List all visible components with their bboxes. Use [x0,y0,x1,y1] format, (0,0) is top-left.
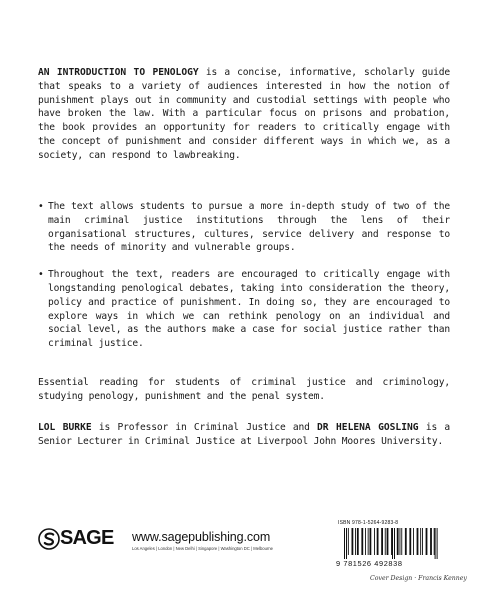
isbn-label: ISBN 978-1-5264-9283-8 [338,520,399,526]
bullet-marker: • [38,269,44,281]
barcode-number: 9 781526 492838 [336,559,403,568]
author-bio [38,421,450,449]
sage-s-logo-icon [38,528,60,550]
barcode-icon [342,528,450,559]
author-text: is a Senior Lecturer in Criminal Justice at Liverpool John Moores University. [38,422,450,447]
bullet-list [38,200,450,364]
cover-design-credit: Cover Design · Francis Kenney [370,575,467,582]
publisher-cities: Los Angeles | London | New Delhi | Singapore | Washington DC | Melbourne [132,546,273,551]
bullet-marker: • [38,201,44,212]
bullet-text: The text allows students to pursue a more in-depth study of two of the main criminal justice institutions through the lens of their organisational structures, cultures, service delivery and response to the needs of minority and vulnerable groups. [48,201,450,254]
bullet-item [38,268,450,351]
publisher-logo [38,526,273,556]
publisher-name: SAGE [60,527,114,549]
bullet-item [38,200,450,255]
intro-paragraph [38,66,450,163]
bullet-text: Throughout the text, readers are encouraged to critically engage with longstanding penological debates, taking into consideration the theory, policy and practice of punishment. In doing so, they are encouraged to explore ways in which we can rethink penology on an individual and social level, as the authors make a case for social justice rather than criminal justice. [48,269,450,350]
author-name: DR HELENA GOSLING [317,422,419,433]
publisher-url: www.sagepublishing.com [132,530,271,544]
author-name: LOL BURKE [38,422,92,433]
barcode-area [336,520,454,570]
intro-text: is a concise, informative, scholarly guide that speaks to a variety of audiences interested in how the notion of punishment plays out in community and custodial settings with people who have broken the law. With a particular focus on prisons and probation, the book provides an opportunity for readers to critically engage with the concept of punishment and consider different ways in which we, as a society, can respond to lawbreaking. [38,67,451,161]
essential-reading: Essential reading for students of criminal justice and criminology, studying penology, punishment and the penal system. [38,377,450,402]
book-title: AN INTRODUCTION TO PENOLOGY [38,67,199,78]
author-text: is Professor in Criminal Justice and [91,422,318,433]
